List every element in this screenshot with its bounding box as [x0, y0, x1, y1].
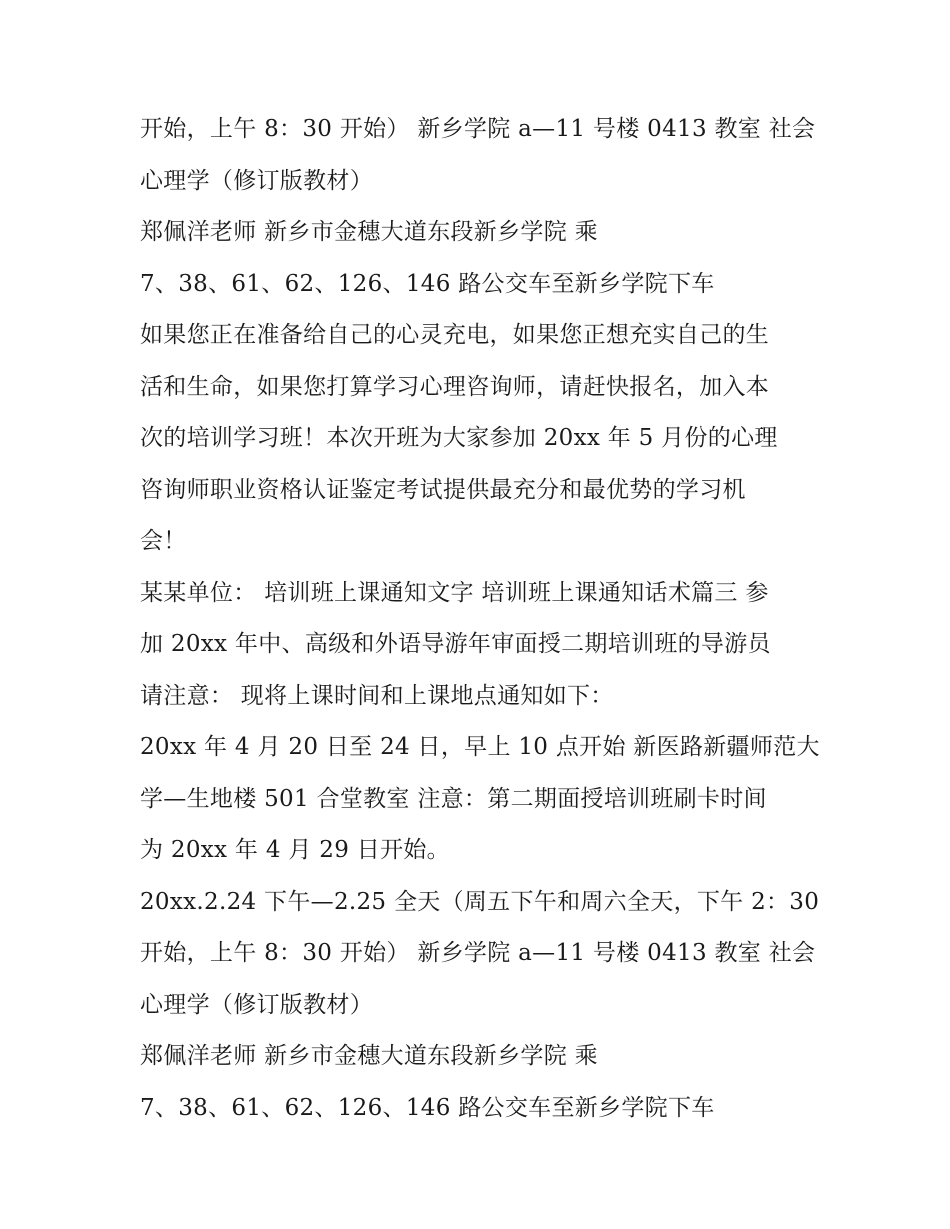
text-line: 20xx.2.24 下午—2.25 全天（周五下午和周六全天，下午 2：30: [140, 888, 820, 915]
text-line: 心理学（修订版教材）: [140, 991, 373, 1018]
text-line: 活和生命，如果您打算学习心理咨询师，请赶快报名，加入本: [140, 373, 770, 400]
text-line: 某某单位： 培训班上课通知文字 培训班上课通知话术篇三 参: [140, 579, 769, 606]
text-line: 郑佩洋老师 新乡市金穗大道东段新乡学院 乘: [140, 219, 598, 245]
text-line: 开始，上午 8：30 开始） 新乡学院 a—11 号楼 0413 教室 社会: [140, 116, 816, 142]
text-line: 会！: [140, 528, 187, 554]
text-line: 7、38、61、62、126、146 路公交车至新乡学院下车: [140, 270, 715, 297]
text-line: 次的培训学习班！本次开班为大家参加 20xx 年 5 月份的心理: [140, 425, 778, 451]
text-line: 请注意： 现将上课时间和上课地点通知如下：: [140, 682, 614, 709]
text-line: 开始，上午 8：30 开始） 新乡学院 a—11 号楼 0413 教室 社会: [140, 940, 816, 966]
text-line: 如果您正在准备给自己的心灵充电，如果您正想充实自己的生: [140, 322, 770, 348]
text-line: 学—生地楼 501 合堂教室 注意：第二期面授培训班刷卡时间: [140, 785, 767, 812]
document-body: [140, 104, 830, 1134]
text-line: 心理学（修订版教材）: [140, 167, 373, 194]
text-line: 20xx 年 4 月 20 日至 24 日，早上 10 点开始 新医路新疆师范大: [140, 734, 820, 760]
text-line: 7、38、61、62、126、146 路公交车至新乡学院下车: [140, 1094, 715, 1121]
text-line: 加 20xx 年中、高级和外语导游年审面授二期培训班的导游员: [140, 631, 771, 657]
text-line: 为 20xx 年 4 月 29 日开始。: [140, 837, 450, 863]
text-line: 咨询师职业资格认证鉴定考试提供最充分和最优势的学习机: [140, 476, 746, 503]
text-line: 郑佩洋老师 新乡市金穗大道东段新乡学院 乘: [140, 1043, 598, 1069]
